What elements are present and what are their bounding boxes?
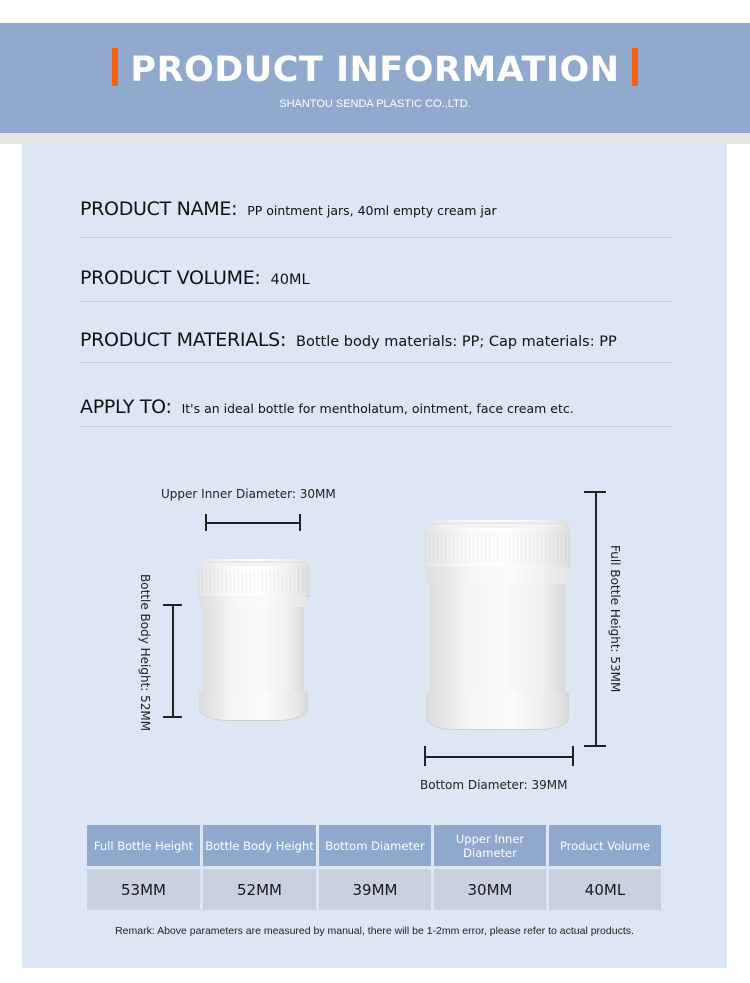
product-volume-value: 40ML	[270, 272, 310, 288]
bottom-diameter-label: Bottom Diameter: 39MM	[420, 778, 568, 792]
product-name-label: PRODUCT NAME:	[80, 198, 238, 220]
info-row-apply-to	[80, 396, 672, 427]
company-name: SHANTOU SENDA PLASTIC CO.,LTD.	[279, 98, 471, 110]
body-height-dimension-line	[172, 605, 174, 717]
table-header-bottle-body-height: Bottle Body Height	[203, 825, 316, 866]
spec-table	[87, 825, 661, 910]
table-header-upper-inner-diameter: Upper Inner Diameter	[434, 825, 546, 866]
table-header-product-volume: Product Volume	[549, 825, 661, 866]
dimension-tick	[584, 491, 606, 493]
page-title	[0, 48, 750, 92]
dimension-tick	[299, 514, 301, 531]
jar-cap	[198, 559, 310, 597]
dimension-tick	[584, 745, 606, 747]
table-header-bottom-diameter: Bottom Diameter	[319, 825, 431, 866]
bottle-body-height-label: Bottle Body Height: 52MM	[138, 574, 152, 732]
table-cell-full-bottle-height: 53MM	[87, 869, 200, 910]
table-cell-product-volume: 40ML	[549, 869, 661, 910]
jar-image-large	[425, 520, 570, 730]
full-bottle-height-label: Full Bottle Height: 53MM	[608, 545, 622, 693]
upper-diameter-dimension-line	[206, 522, 301, 524]
product-materials-label: PRODUCT MATERIALS:	[80, 329, 287, 351]
full-height-dimension-line	[595, 492, 597, 746]
product-name-value: PP ointment jars, 40ml empty cream jar	[247, 203, 497, 218]
dimension-tick	[424, 746, 426, 766]
accent-bar-right	[632, 48, 638, 86]
info-row-product-name	[80, 198, 672, 238]
jar-shoulder	[426, 567, 569, 585]
info-row-product-volume	[80, 267, 672, 302]
page-title-text: PRODUCT INFORMATION	[130, 50, 620, 90]
accent-bar-left	[112, 48, 118, 86]
apply-to-value: It's an ideal bottle for mentholatum, ointment, face cream etc.	[181, 401, 574, 416]
jar-base	[426, 692, 569, 729]
jar-cap	[425, 520, 570, 568]
jar-body	[430, 584, 565, 696]
dimension-tick	[572, 746, 574, 766]
product-volume-label: PRODUCT VOLUME:	[80, 267, 261, 289]
remark-note: Remark: Above parameters are measured by manual, there will be 1-2mm error, please refer to actual products.	[115, 925, 634, 937]
jar-body	[203, 607, 304, 695]
bottom-diameter-dimension-line	[425, 756, 573, 758]
product-materials-value: Bottle body materials: PP; Cap materials: PP	[296, 334, 617, 350]
dimension-tick	[163, 604, 182, 606]
jar-base	[199, 692, 308, 720]
dimension-tick	[163, 716, 182, 718]
upper-inner-diameter-label: Upper Inner Diameter: 30MM	[161, 487, 336, 501]
dimension-tick	[205, 514, 207, 531]
info-row-product-materials	[80, 329, 672, 363]
table-cell-upper-inner-diameter: 30MM	[434, 869, 546, 910]
table-header-full-bottle-height: Full Bottle Height	[87, 825, 200, 866]
table-cell-bottle-body-height: 52MM	[203, 869, 316, 910]
table-cell-bottom-diameter: 39MM	[319, 869, 431, 910]
apply-to-label: APPLY TO:	[80, 396, 172, 418]
jar-image-small	[198, 559, 310, 721]
divider-strip	[0, 133, 750, 144]
